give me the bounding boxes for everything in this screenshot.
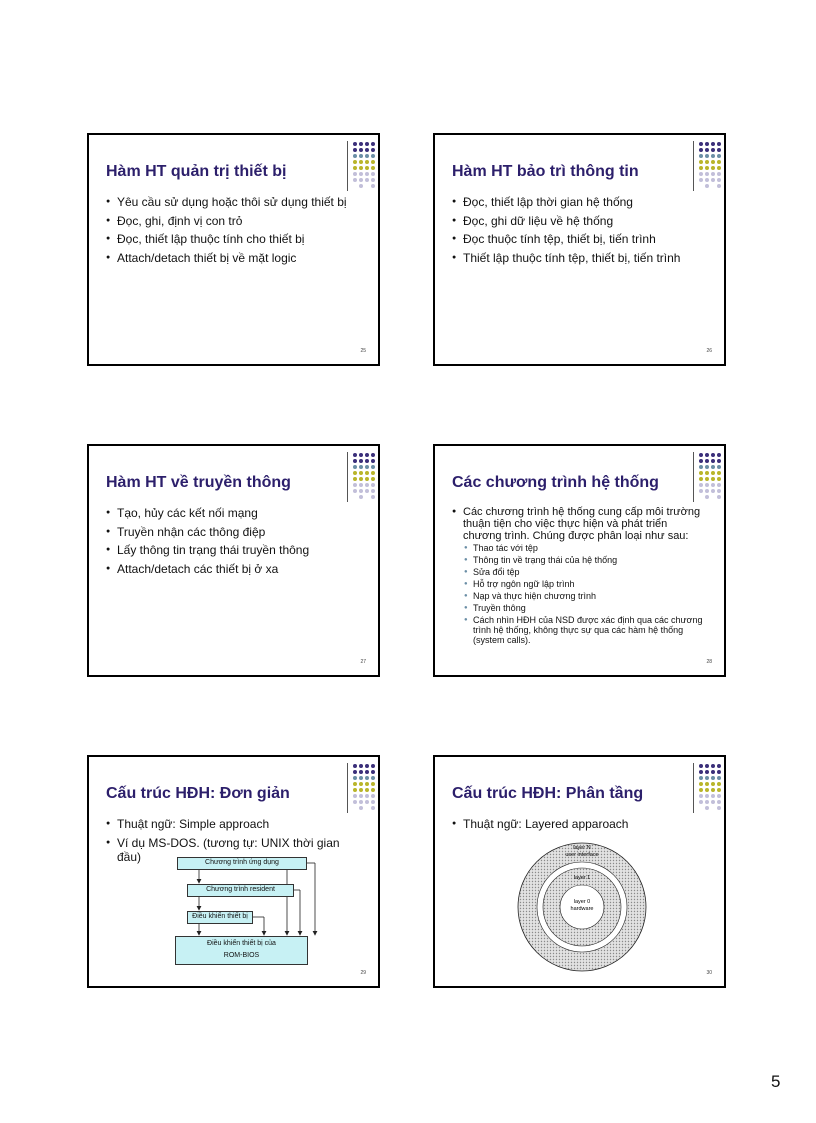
decorative-dot [711,459,716,464]
decorative-dot [371,154,376,159]
decorative-dot [353,459,358,464]
label-layer-n: layer N [573,845,591,851]
decorative-dot [365,172,370,177]
sub-bullet-item: ● Sửa đổi tệp [463,567,707,577]
decorative-dot [359,459,364,464]
msdos-structure-diagram [89,757,382,990]
decorative-dot [717,148,722,153]
decorative-dot [371,477,376,482]
decorative-dot [711,471,716,476]
decorative-dot [353,453,358,458]
decorative-dot [353,184,358,189]
decorative-dot [359,465,364,470]
decorative-dot [717,160,722,165]
diagram-box-device-driver: Điều khiển thiết bị [187,911,253,924]
decorative-dot [359,489,364,494]
decorative-dot [371,148,376,153]
label-layer-1: layer 1 [573,875,591,881]
decorative-dot [711,142,716,147]
decorative-dot [699,184,704,189]
decorative-dot [711,453,716,458]
decorative-dots [698,141,722,189]
decorative-dot [717,453,722,458]
decorative-dot [365,142,370,147]
page-number: 5 [771,1072,781,1091]
decorative-dot [371,160,376,165]
bullet-item: ● Đọc, thiết lập thuộc tính cho thiết bị [106,232,361,246]
decorative-dot [705,471,710,476]
decorative-dot [371,495,376,500]
decorative-dot [359,160,364,165]
decorative-dot [359,154,364,159]
decorative-dot [353,477,358,482]
decorative-dot [353,148,358,153]
decorative-dot [705,495,710,500]
bullet-text: Các chương trình hệ thống cung cấp môi trường thuận tiện cho việc thực hiện và phát triển chương trình. Chúng được phân loại như sau: [463,506,701,542]
divider-line [347,452,348,502]
decorative-dot [371,166,376,171]
decorative-dot [365,184,370,189]
bullet-item: ● Yêu cầu sử dụng hoặc thôi sử dụng thiết bị [106,195,361,209]
slide-title: Hàm HT về truyền thông [106,474,291,491]
decorative-dot [365,148,370,153]
slide-number: 26 [706,348,712,354]
decorative-dot [699,154,704,159]
box-line: ROM-BIOS [223,952,260,959]
bullet-item: ● Đọc, thiết lập thời gian hệ thống [452,195,707,209]
bullet-item: ● Thiết lập thuộc tính tệp, thiết bị, tiến trình [452,251,707,265]
decorative-dot [717,184,722,189]
decorative-dot [705,459,710,464]
sub-bullet-item: ● Thao tác với tệp [463,543,707,553]
decorative-dot [353,489,358,494]
decorative-dots [352,452,376,500]
decorative-dot [699,148,704,153]
slide-number: 27 [360,659,366,665]
decorative-dot [371,489,376,494]
decorative-dot [705,172,710,177]
decorative-dot [699,471,704,476]
decorative-dot [699,459,704,464]
bullet-item: ● Đọc, ghi, định vị con trỏ [106,214,361,228]
bullet-list [452,506,707,647]
slide-number: 28 [706,659,712,665]
decorative-dot [353,471,358,476]
decorative-dot [699,453,704,458]
decorative-dot [353,172,358,177]
diagram-box-resident: Chương trình resident [187,884,294,897]
slide-26 [433,133,726,366]
decorative-dot [365,471,370,476]
slide-title: Hàm HT bảo trì thông tin [452,163,639,180]
decorative-dot [359,178,364,183]
bullet-item: ● Attach/detach thiết bị về mặt logic [106,251,361,265]
box-line: Điều khiển thiết bị của [207,940,276,947]
decorative-dot [705,477,710,482]
decorative-dots [352,141,376,189]
slide-number: 29 [360,970,366,976]
decorative-dot [717,483,722,488]
slide-number: 30 [706,970,712,976]
decorative-dot [699,465,704,470]
bullet-item: ● Tạo, hủy các kết nối mạng [106,506,361,520]
decorative-dot [705,154,710,159]
bullet-list [452,195,707,269]
decorative-dot [359,477,364,482]
sub-bullet-item: ● Cách nhìn HĐH của NSD được xác định qua các chương trình hệ thống, không thực sự qua các hàm hệ thống (system calls). [463,615,707,645]
decorative-dot [353,483,358,488]
divider-line [693,141,694,191]
decorative-dot [717,459,722,464]
decorative-dot [365,489,370,494]
decorative-dot [711,483,716,488]
decorative-dot [699,477,704,482]
bullet-list [106,506,361,580]
decorative-dot [711,154,716,159]
decorative-dot [717,178,722,183]
decorative-dot [365,166,370,171]
decorative-dot [711,184,716,189]
decorative-dot [365,459,370,464]
decorative-dot [699,142,704,147]
decorative-dot [711,477,716,482]
decorative-dot [371,453,376,458]
decorative-dot [711,172,716,177]
decorative-dot [717,166,722,171]
decorative-dot [365,160,370,165]
decorative-dot [705,166,710,171]
sub-bullet-item: ● Nạp và thực hiện chương trình [463,591,707,601]
decorative-dot [711,166,716,171]
decorative-dot [371,172,376,177]
decorative-dot [705,148,710,153]
bullet-item: ● Attach/detach các thiết bị ở xa [106,562,361,576]
slide-number: 25 [360,348,366,354]
diagram-box-rom-bios [175,936,308,965]
diagram-box-application: Chương trình ứng dụng [177,857,307,870]
decorative-dot [371,184,376,189]
bullet-item: ● Thuật ngữ: Layered apparoach [452,817,707,831]
decorative-dot [699,489,704,494]
decorative-dot [717,495,722,500]
sub-bullet-list [463,543,707,645]
decorative-dot [359,166,364,171]
decorative-dot [353,178,358,183]
decorative-dot [717,154,722,159]
label-layer-0: layer 0 [573,899,591,905]
bullet-item [452,506,707,645]
decorative-dot [705,160,710,165]
bullet-item: ● Truyền nhận các thông điệp [106,525,361,539]
bullet-list [106,195,361,269]
decorative-dot [705,465,710,470]
decorative-dot [705,483,710,488]
decorative-dot [353,166,358,171]
slide-28 [433,444,726,677]
slide-25 [87,133,380,366]
decorative-dot [365,483,370,488]
decorative-dot [359,471,364,476]
decorative-dot [371,471,376,476]
decorative-dot [699,483,704,488]
decorative-dot [699,495,704,500]
bullet-item: ● Ví dụ MS-DOS. (tương tự: UNIX thời gian đầu) [106,836,361,864]
decorative-dot [711,495,716,500]
decorative-dot [353,495,358,500]
divider-line [347,141,348,191]
decorative-dot [359,172,364,177]
decorative-dot [359,495,364,500]
decorative-dot [705,184,710,189]
decorative-dot [705,178,710,183]
decorative-dot [717,471,722,476]
slide-30 [433,755,726,988]
decorative-dot [365,154,370,159]
layered-os-diagram [435,757,728,990]
decorative-dot [711,489,716,494]
decorative-dot [699,160,704,165]
decorative-dot [365,178,370,183]
decorative-dot [699,172,704,177]
decorative-dot [359,184,364,189]
decorative-dot [359,142,364,147]
sub-bullet-item: ● Thông tin về trạng thái của hệ thống [463,555,707,565]
decorative-dot [711,465,716,470]
slide-title: Các chương trình hệ thống [452,474,659,491]
decorative-dot [365,465,370,470]
sub-bullet-item: ● Hỗ trợ ngôn ngữ lập trình [463,579,707,589]
decorative-dot [717,142,722,147]
decorative-dot [705,142,710,147]
decorative-dot [371,142,376,147]
decorative-dot [365,477,370,482]
decorative-dots [698,452,722,500]
decorative-dot [699,166,704,171]
decorative-dot [371,178,376,183]
slide-29 [87,755,380,988]
decorative-dot [359,453,364,458]
sub-bullet-item: ● Truyền thông [463,603,707,613]
decorative-dot [711,160,716,165]
decorative-dot [365,453,370,458]
bullet-item: ● Lấy thông tin trạng thái truyền thông [106,543,361,557]
bullet-item: ● Đọc thuộc tính tệp, thiết bị, tiến trình [452,232,707,246]
decorative-dot [705,453,710,458]
decorative-dot [717,465,722,470]
decorative-dot [717,172,722,177]
bullet-item: ● Đọc, ghi dữ liệu về hệ thống [452,214,707,228]
decorative-dot [353,142,358,147]
decorative-dot [699,178,704,183]
decorative-dot [359,483,364,488]
slide-27 [87,444,380,677]
decorative-dot [371,465,376,470]
decorative-dot [705,489,710,494]
decorative-dot [371,459,376,464]
decorative-dot [711,178,716,183]
decorative-dot [717,477,722,482]
divider-line [693,452,694,502]
decorative-dot [353,465,358,470]
decorative-dot [359,148,364,153]
decorative-dot [371,483,376,488]
decorative-dot [353,160,358,165]
bullet-item: ● Thuật ngữ: Simple approach [106,817,361,831]
label-hardware: hardware [570,906,594,912]
decorative-dot [711,148,716,153]
decorative-dot [353,154,358,159]
decorative-dot [717,489,722,494]
slide-title: Hàm HT quản trị thiết bị [106,163,287,180]
decorative-dot [365,495,370,500]
slide-title: Cấu trúc HĐH: Phân tầng [452,785,644,802]
label-user-interface: user interface [565,852,599,858]
slide-title: Cấu trúc HĐH: Đơn giản [106,785,290,802]
